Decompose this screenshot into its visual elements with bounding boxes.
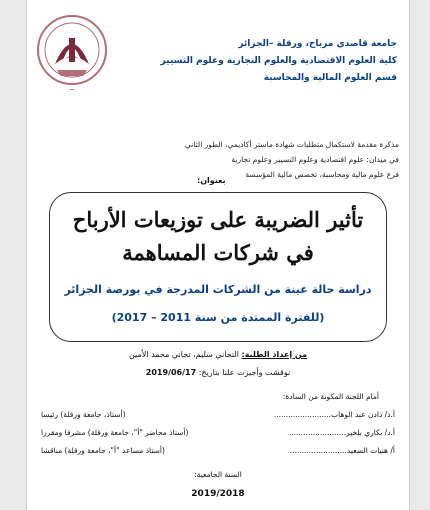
student-names: التجاني سليم، تجاني محمد الأمين (128, 350, 239, 359)
title-frame (49, 192, 387, 342)
thesis-subtitle-line2: (للفترة الممتدة من سنة 2011 – 2017) (111, 311, 325, 324)
memo-line: في ميدان: علوم اقتصادية وعلوم التسيير وعلوم تجارية (231, 155, 399, 164)
defense-text: نوقشت وأجيزت علنا بتاريخ: (198, 368, 291, 377)
title-kicker: بعنوان: (197, 176, 226, 185)
prepared-by (27, 350, 409, 359)
memo-description (59, 137, 399, 182)
member-name: أ/ هنيات السعيد........................ (289, 446, 395, 455)
memo-line: فرع علوم مالية ومحاسبة، تخصص مالية المؤسسة (245, 170, 399, 179)
svg-text:ـــ: ـــ (69, 85, 75, 92)
member-role: (أستاذ، جامعة ورقلة) رئيسا (41, 410, 126, 419)
member-role: (أستاذ محاضر "أ"، جامعة ورقلة) مشرفا ومقررا (41, 428, 189, 437)
memo-line: مذكرة مقدمة لاستكمال متطلبات شهادة ماستر أكاديمي، الطور الثاني (185, 140, 399, 149)
defense-line (27, 368, 409, 377)
header-block (157, 36, 397, 87)
university-emblem-icon (33, 10, 111, 94)
defense-date: 2019/06/17 (145, 368, 197, 377)
prepared-by-label: من إعداد الطلبة: (241, 350, 308, 359)
member-role: (أستاذ مساعد "أ"، جامعة ورقلة) مناقشا (41, 446, 165, 455)
member-name: أ.د/ بكاري بلخير........................ (288, 428, 395, 437)
thesis-title-line1: تأثير الضريبة على توزيعات الأرباح (72, 207, 364, 232)
committee-member (41, 446, 395, 458)
academic-year-label: السنة الجامعية: (194, 470, 242, 479)
thesis-title-line2: في شركات المساهمة (122, 240, 314, 265)
thesis-subtitle-line1: دراسة حالة عينة من الشركات المدرجة في بورصة الجزائر (64, 283, 372, 296)
committee-member (41, 410, 395, 422)
member-name: أ.د/ دادن عبد الوهاب........................ (273, 410, 395, 419)
committee-title: أمام اللجنة المكونة من السادة: (282, 392, 379, 401)
faculty-name: كلية العلوم الاقتصادية والعلوم التجارية وعلوم التسيير (160, 56, 397, 66)
department-name: قسم العلوم المالية والمحاسبة (263, 73, 397, 83)
university-name: جامعة قاصدي مرباح، ورقلة –الجزائر (238, 39, 397, 49)
academic-year-value: 2019/2018 (191, 489, 245, 499)
document-page (26, 0, 410, 510)
committee-member (41, 428, 395, 440)
